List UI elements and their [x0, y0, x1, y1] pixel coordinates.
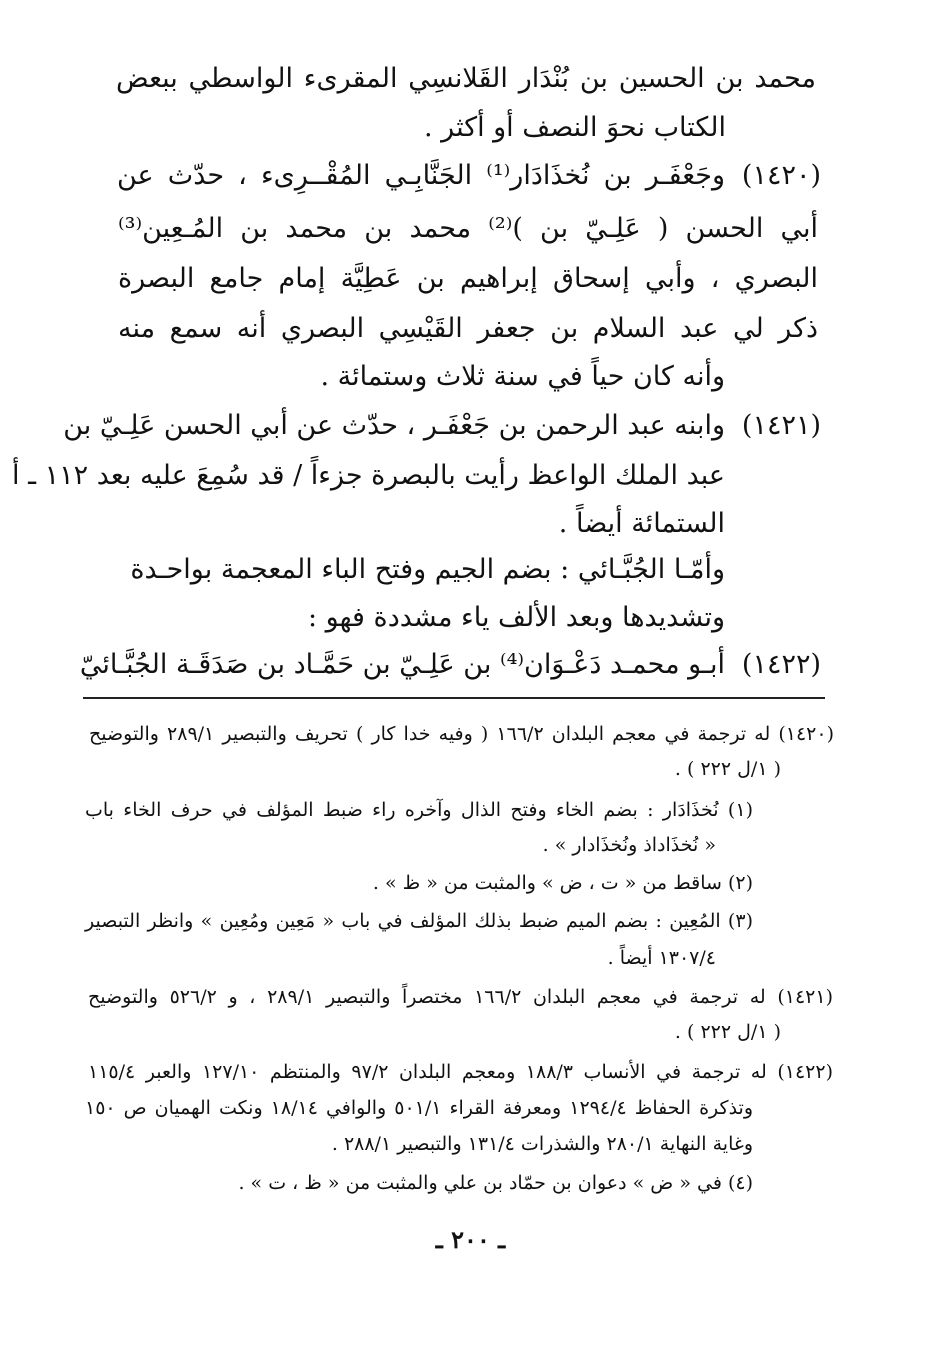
page-number: ـ ٢٠٠ ـ [435, 1225, 506, 1254]
footnote-line: (٣) المُعِين : بضم الميم ضبط بذلك المؤلف في باب « مَعِين ومُعِين » وانظر التبصير [85, 910, 753, 932]
footnote-line: وغاية النهاية ٢٨٠/١ والشذرات ١٣١/٤ والتبصير ٢٨٨/١ . [331, 1133, 753, 1155]
main-line: وأنه كان حياً في سنة ثلاث وستمائة . [320, 361, 725, 392]
main-line: وجَعْفَـر بن نُخذَادَار⁽¹⁾ الجَنَّابِـي المُقْــرِىء ، حدّث عن [117, 160, 725, 191]
main-line: وأمّـا الجُبَّـائي : بضم الجيم وفتح الباء المعجمة بواحـدة [130, 554, 725, 585]
main-line: الستمائة أيضاً . [558, 508, 725, 539]
main-line: وابنه عبد الرحمن بن جَعْفَـر ، حدّث عن أبي الحسن عَلِـيّ بن [63, 410, 725, 441]
main-line: البصري ، وأبي إسحاق إبراهيم بن عَطِيَّة إمام جامع البصرة [118, 263, 818, 294]
footnote-line: وتذكرة الحفاظ ١٢٩٤/٤ ومعرفة القراء ٥٠١/١ والوافي ١٨/١٤ ونكت الهميان ص ١٥٠ [85, 1097, 754, 1119]
main-line: الكتاب نحوَ النصف أو أكثر . [424, 112, 726, 143]
footnote-line: (١٤٢٢) له ترجمة في الأنساب ١٨٨/٣ ومعجم البلدان ٩٧/٢ والمنتظم ١٢٧/١٠ والعبر ١١٥/٤ [88, 1061, 833, 1083]
footnote-line: (٢) ساقط من « ت ، ض » والمثبت من « ظ » . [372, 872, 753, 894]
footnote-line: ١٣٠٧/٤ أيضاً . [607, 947, 716, 969]
main-line: وتشديدها وبعد الألف ياء مشددة فهو : [307, 602, 725, 633]
footnote-line: (٤) في « ض » دعوان بن حمّاد بن علي والمثبت من « ظ ، ت » . [238, 1172, 753, 1194]
main-line: عبد الملك الواعظ رأيت بالبصرة جزءاً / قد سُمِعَ عليه بعد ١١٢ ـ أ [12, 460, 725, 491]
footnote-line: ( ١/ل ٢٢٢ ) . [674, 1021, 781, 1043]
entry-number: (١٤٢٠) [741, 160, 821, 191]
footnote-line: ( ١/ل ٢٢٢ ) . [674, 758, 781, 780]
footnote-line: (١٤٢٠) له ترجمة في معجم البلدان ١٦٦/٢ ( وفيه خدا كار ) تحريف والتبصير ٢٨٩/١ والتوضيح [89, 723, 835, 745]
main-line: أبي الحسن ( عَلِـيّ بن )⁽²⁾ محمد بن محمد بن المُـعِين⁽³⁾ [118, 213, 818, 244]
main-line: محمد بن الحسين بن بُنْدَار القَلانسِي المقرىء الواسطي ببعض [116, 63, 816, 94]
main-line: ذكر لي عبد السلام بن جعفر القَيْسِي البصري أنه سمع منه [118, 313, 818, 344]
footnote-separator [83, 697, 825, 699]
entry-number: (١٤٢٢) [741, 649, 821, 680]
footnote-line: « نُخذَاداذ ونُخذَادار » . [542, 834, 716, 856]
footnote-line: (١) نُخذَادَار : بضم الخاء وفتح الذال وآخره راء ضبط المؤلف في حرف الخاء باب [85, 799, 753, 821]
entry-number: (١٤٢١) [741, 410, 821, 441]
footnote-line: (١٤٢١) له ترجمة في معجم البلدان ١٦٦/٢ مختصراً والتبصير ٢٨٩/١ ، و ٥٢٦/٢ والتوضيح [88, 986, 833, 1008]
main-line: أبـو محمـد دَعْـوَان⁽⁴⁾ بن عَلِـيّ بن حَمَّـاد بن صَدَقَـة الجُبَّـائيّ [79, 649, 725, 680]
